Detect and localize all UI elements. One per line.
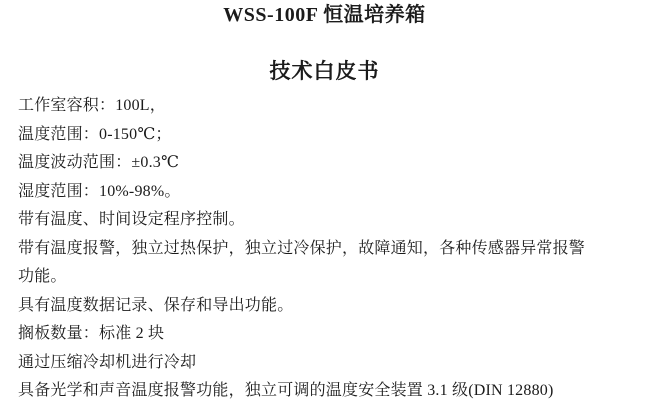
spec-line-safety-device: 具备光学和声音温度报警功能，独立可调的温度安全装置 3.1 级(DIN 12880)	[18, 382, 554, 399]
document-subtitle: 技术白皮书	[269, 59, 380, 83]
spec-line-work-chamber-volume: 工作室容积：100L，	[18, 97, 166, 114]
spec-line-program-control: 带有温度、时间设定程序控制。	[18, 211, 245, 228]
spec-list	[0, 92, 649, 406]
spec-line-humidity-range: 湿度范围：10%-98%。	[18, 182, 181, 200]
spec-line-temperature-range: 温度范围：0-150℃；	[18, 125, 172, 143]
spec-line-alarm-protection-wrap: 功能。	[18, 268, 67, 285]
spec-line-shelf-count: 搁板数量：标准 2 块	[18, 325, 165, 342]
spec-line-data-logging: 具有温度数据记录、保存和导出功能。	[18, 296, 294, 314]
spec-line-temperature-fluctuation: 温度波动范围：±0.3℃	[18, 154, 180, 171]
document-title: WSS-100F 恒温培养箱	[223, 4, 426, 26]
spec-line-compressor-cooling: 通过压缩冷却机进行冷却	[18, 353, 197, 371]
spec-line-alarm-protection: 带有温度报警，独立过热保护，独立过冷保护，故障通知，各种传感器异常报警	[18, 239, 586, 257]
